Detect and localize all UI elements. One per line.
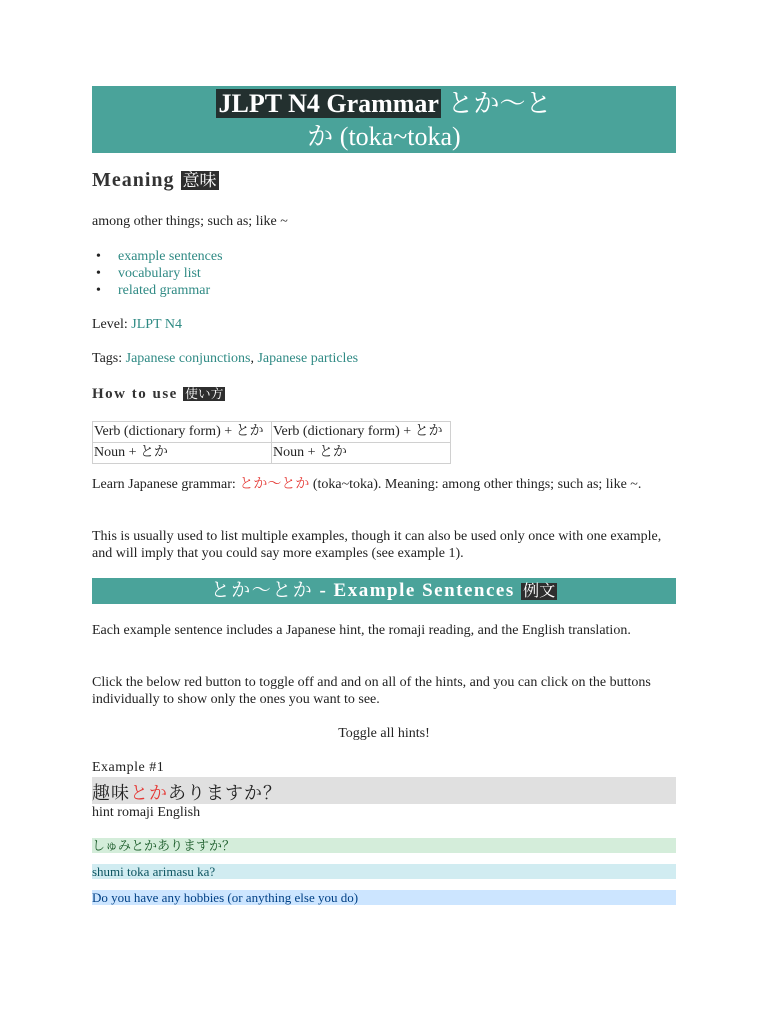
meaning-heading-text: Meaning [92,169,181,191]
meaning-text: among other things; such as; like ~ [92,214,288,229]
hint-button[interactable]: hint [92,805,114,820]
level-line [92,316,676,333]
intro-paragraph: Each example sentence includes a Japanese hint, the romaji reading, and the English translation. [92,623,631,638]
link-example-sentences[interactable]: example sentences [118,249,223,264]
examples-section-en: - Example Sentences [313,580,521,601]
english-hint: Do you have any hobbies (or anything else you do) [92,890,676,905]
example-sentence [92,777,676,804]
toggle-all-hints-button[interactable]: Toggle all hints! [338,726,430,741]
meaning-heading [92,169,219,191]
examples-section-jp: とか〜とか [210,580,314,601]
sentence-highlight: とか [130,783,168,803]
page-title-jp: とか〜と [440,89,552,118]
list-item [92,282,223,299]
tags-label: Tags: [92,351,126,366]
examples-section-kanji: 例文 [522,583,556,600]
hint-buttons [92,804,200,821]
link-vocabulary-list[interactable]: vocabulary list [118,266,201,281]
table-cell: Noun + とか [93,443,272,464]
level-label: Level: [92,317,132,332]
page-title [92,86,676,153]
learn-paragraph [92,476,676,493]
level-link[interactable]: JLPT N4 [131,317,182,332]
table-cell: Noun + とか [272,443,451,464]
toggle-note: Click the below red button to toggle off and and on all of the hints, and you can click on the buttons individually to show only the ones you want to see. [92,675,651,707]
romaji-hint: shumi toka arimasu ka? [92,864,676,879]
example-label: Example #1 [92,760,165,775]
table-cell: Verb (dictionary form) + とか [272,422,451,443]
learn-prefix: Learn Japanese grammar: [92,477,240,492]
usage-table [92,421,451,464]
table-cell: Verb (dictionary form) + とか [93,422,272,443]
learn-suffix: (toka~toka). Meaning: among other things; such as; like ~. [309,477,642,492]
how-to-use-heading [92,386,225,403]
page-title-en: JLPT N4 Grammar [218,89,439,118]
how-to-use-heading-text: How to use [92,386,184,402]
list-item [92,248,223,265]
how-to-use-kanji: 使い方 [185,387,224,401]
romaji-button[interactable]: romaji [117,805,154,820]
english-button[interactable]: English [157,805,201,820]
page-title-jp-2: か (toka~toka) [307,122,461,151]
quick-links [92,248,223,299]
table-row [93,422,451,443]
examples-section-heading [92,578,676,604]
link-related-grammar[interactable]: related grammar [118,283,211,298]
sentence-pre: 趣味 [92,783,130,803]
list-item [92,265,223,282]
tags-separator: , [250,351,258,366]
usage-note: This is usually used to list multiple examples, though it can also be used only once with one example, and will imply that you could say more examples (see example 1). [92,529,662,561]
tag-link-particles[interactable]: Japanese particles [257,351,359,366]
sentence-post: ありますか？ [168,783,282,803]
learn-grammar: とか〜とか [239,477,310,492]
tag-link-conjunctions[interactable]: Japanese conjunctions [125,351,251,366]
kana-hint: しゅみとかありますか？ [92,838,676,853]
tags-line [92,350,676,367]
table-row [93,443,451,464]
meaning-kanji: 意味 [182,171,217,190]
